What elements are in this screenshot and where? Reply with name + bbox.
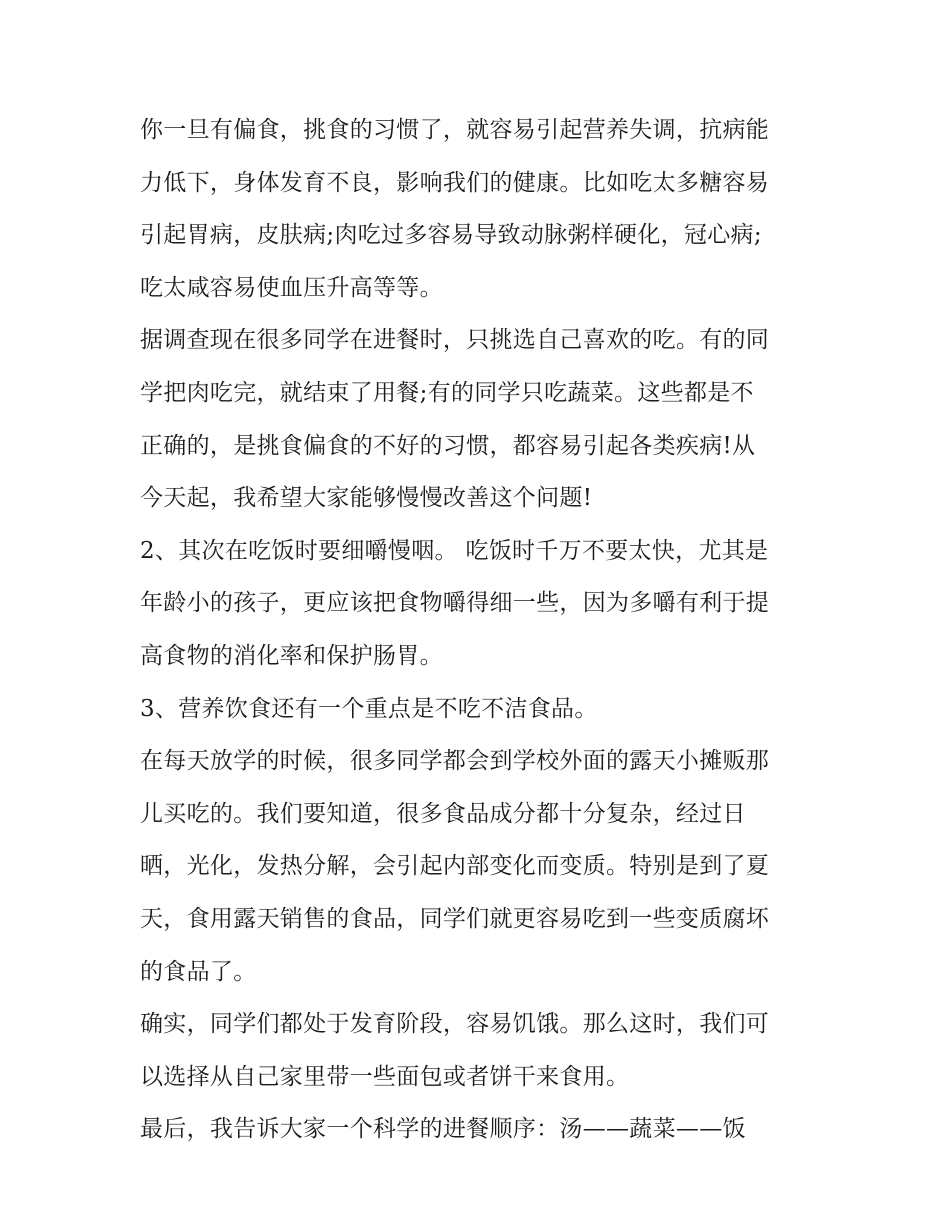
text-line: 你一旦有偏食，挑食的习惯了，就容易引起营养失调，抗病能 — [140, 117, 770, 143]
text-line: 的食品了。 — [140, 958, 257, 985]
text-line: 学把肉吃完，就结束了用餐;有的同学只吃蔬菜。这些都是不 — [140, 379, 754, 406]
text-line: 晒，光化，发热分解，会引起内部变化而变质。特别是到了夏 — [140, 853, 770, 880]
text-line: 天，食用露天销售的食品，同学们就更容易吃到一些变质腐坏 — [140, 905, 770, 932]
text-line: 在每天放学的时候，很多同学都会到学校外面的露天小摊贩那 — [140, 748, 770, 775]
text-line: 引起胃病，皮肤病;肉吃过多容易导致动脉粥样硬化，冠心病; — [140, 222, 762, 249]
text-line: 力低下，身体发育不良，影响我们的健康。比如吃太多糖容易 — [140, 169, 770, 196]
text-line: 正确的，是挑食偏食的不好的习惯，都容易引起各类疾病!从 — [140, 432, 756, 459]
text-line: 儿买吃的。我们要知道，很多食品成分都十分复杂，经过日 — [140, 800, 746, 827]
text-line: 年龄小的孩子，更应该把食物嚼得细一些，因为多嚼有利于提 — [140, 590, 770, 617]
text-line: 最后，我告诉大家一个科学的进餐顺序：汤——蔬菜——饭 — [140, 1116, 746, 1143]
text-line: 确实，同学们都处于发育阶段，容易饥饿。那么这时，我们可 — [140, 1011, 770, 1038]
text-line: 今天起，我希望大家能够慢慢改善这个问题! — [140, 485, 593, 512]
text-line: 以选择从自己家里带一些面包或者饼干来食用。 — [140, 1063, 630, 1090]
text-line: 高食物的消化率和保护肠胃。 — [140, 642, 443, 669]
text-line: 吃太咸容易使血压升高等等。 — [140, 274, 443, 301]
text-line: 据调查现在很多同学在进餐时，只挑选自己喜欢的吃。有的同 — [140, 327, 770, 354]
text-line: 3、营养饮食还有一个重点是不吃不洁食品。 — [140, 695, 598, 722]
document-body — [140, 104, 820, 1156]
text-line: 2、其次在吃饭时要细嚼慢咽。 吃饭时千万不要太快，尤其是 — [140, 537, 769, 564]
